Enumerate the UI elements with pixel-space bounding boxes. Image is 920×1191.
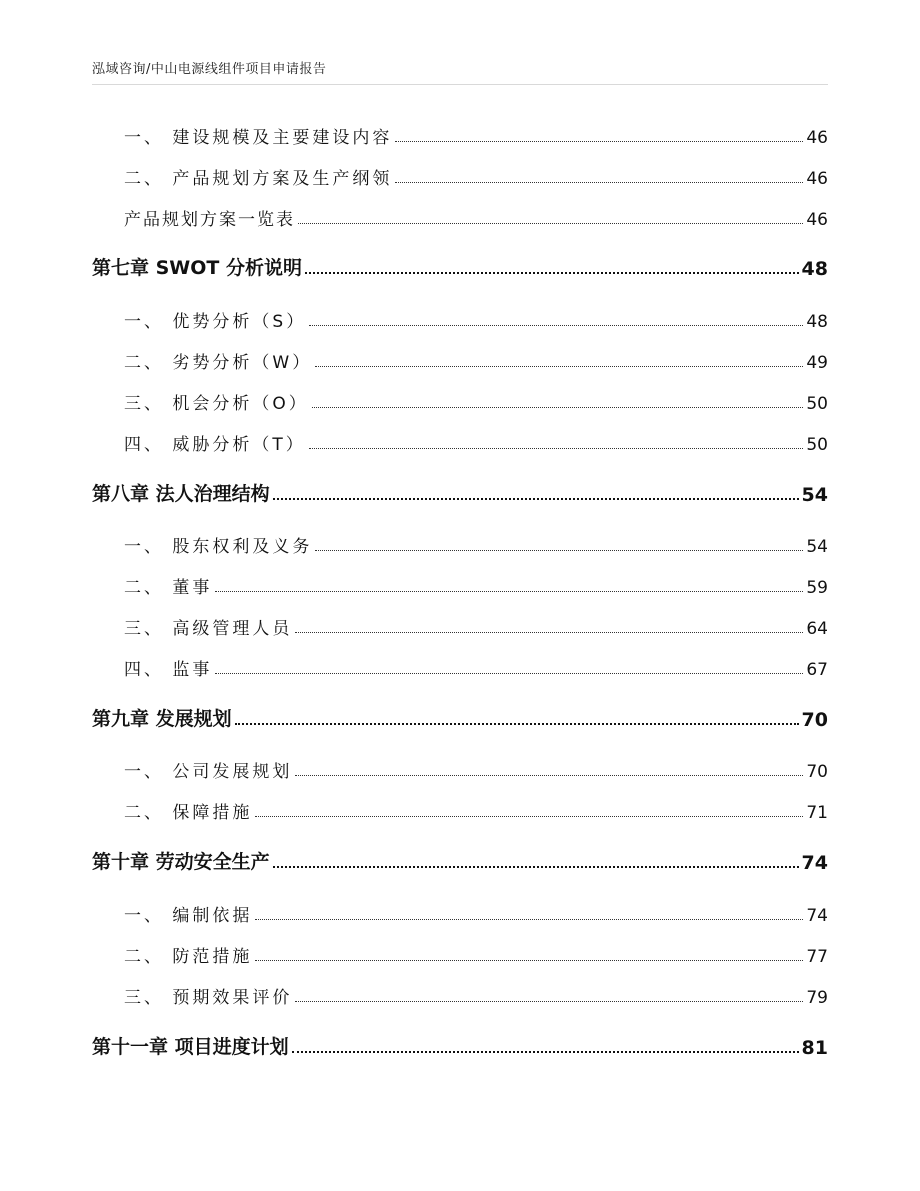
toc-entry[interactable] bbox=[124, 122, 828, 148]
toc-entry-label: 三、 机会分析（O） bbox=[124, 394, 309, 414]
toc-entry-label: 一、 编制依据 bbox=[124, 906, 253, 926]
toc-entry-label: 三、 预期效果评价 bbox=[124, 988, 293, 1008]
toc-entry-page: 48 bbox=[806, 312, 828, 332]
toc-entry-page: 49 bbox=[806, 353, 828, 373]
toc-dot-leader bbox=[235, 723, 799, 725]
toc-entry-page: 59 bbox=[806, 578, 828, 598]
page-header: 泓域咨询/中山电源线组件项目申请报告 bbox=[92, 62, 327, 77]
toc-chapter-entry[interactable] bbox=[92, 1033, 828, 1059]
toc-chapter-label: 第十一章 项目进度计划 bbox=[92, 1036, 289, 1058]
toc-entry[interactable] bbox=[124, 654, 828, 680]
toc-dot-leader bbox=[292, 1051, 799, 1053]
toc-entry[interactable] bbox=[124, 572, 828, 598]
toc-chapter-entry[interactable] bbox=[92, 254, 828, 280]
toc-entry-page: 70 bbox=[806, 762, 828, 782]
toc-dot-leader bbox=[215, 673, 803, 674]
toc-entry-label: 一、 股东权利及义务 bbox=[124, 537, 313, 557]
toc-entry-label: 二、 保障措施 bbox=[124, 803, 253, 823]
toc-entry-page: 67 bbox=[806, 660, 828, 680]
toc-entry[interactable] bbox=[124, 613, 828, 639]
toc-dot-leader bbox=[273, 866, 799, 868]
toc-entry[interactable] bbox=[124, 429, 828, 455]
toc-entry[interactable] bbox=[124, 982, 828, 1008]
toc-dot-leader bbox=[295, 632, 803, 633]
toc-entry[interactable] bbox=[124, 900, 828, 926]
toc-dot-leader bbox=[255, 816, 803, 817]
toc-chapter-label: 第七章 SWOT 分析说明 bbox=[92, 257, 302, 279]
toc-dot-leader bbox=[309, 325, 803, 326]
toc-entry-page: 64 bbox=[806, 619, 828, 639]
toc-entry[interactable] bbox=[124, 388, 828, 414]
toc-dot-leader bbox=[273, 498, 799, 500]
toc-entry-page: 54 bbox=[806, 537, 828, 557]
toc-entry-label: 一、 建设规模及主要建设内容 bbox=[124, 128, 393, 148]
toc-dot-leader bbox=[315, 366, 803, 367]
toc-chapter-page: 74 bbox=[801, 852, 828, 874]
toc-entry-label: 二、 防范措施 bbox=[124, 947, 253, 967]
toc-dot-leader bbox=[395, 182, 803, 183]
toc-entry[interactable] bbox=[124, 163, 828, 189]
toc-entry-label: 一、 优势分析（S） bbox=[124, 312, 307, 332]
toc-chapter-page: 48 bbox=[801, 258, 828, 280]
toc-dot-leader bbox=[295, 1001, 803, 1002]
toc-dot-leader bbox=[305, 272, 799, 274]
toc-entry-page: 50 bbox=[806, 435, 828, 455]
toc-entry-page: 77 bbox=[806, 947, 828, 967]
toc-dot-leader bbox=[255, 919, 803, 920]
toc-dot-leader bbox=[255, 960, 803, 961]
toc-entry[interactable] bbox=[124, 941, 828, 967]
toc-chapter-page: 81 bbox=[801, 1037, 828, 1059]
header-divider bbox=[92, 84, 828, 85]
toc-dot-leader bbox=[298, 223, 803, 224]
toc-entry[interactable] bbox=[124, 531, 828, 557]
toc-entry[interactable] bbox=[124, 797, 828, 823]
toc-chapter-label: 第九章 发展规划 bbox=[92, 708, 232, 730]
toc-dot-leader bbox=[309, 448, 804, 449]
toc-entry-page: 46 bbox=[806, 169, 828, 189]
toc-entry-label: 一、 公司发展规划 bbox=[124, 762, 293, 782]
toc-chapter-label: 第八章 法人治理结构 bbox=[92, 483, 270, 505]
toc-dot-leader bbox=[395, 141, 803, 142]
toc-chapter-page: 54 bbox=[801, 484, 828, 506]
toc-dot-leader bbox=[295, 775, 803, 776]
toc-entry[interactable] bbox=[124, 756, 828, 782]
toc-entry-page: 74 bbox=[806, 906, 828, 926]
toc-chapter-entry[interactable] bbox=[92, 848, 828, 874]
toc-chapter-entry[interactable] bbox=[92, 480, 828, 506]
toc-entry-page: 71 bbox=[806, 803, 828, 823]
toc-entry-page: 79 bbox=[806, 988, 828, 1008]
toc-entry-label: 四、 监事 bbox=[124, 660, 213, 680]
toc-entry-label: 二、 董事 bbox=[124, 578, 213, 598]
toc-dot-leader bbox=[312, 407, 804, 408]
toc-dot-leader bbox=[215, 591, 803, 592]
toc-entry-page: 46 bbox=[806, 128, 828, 148]
toc-entry[interactable] bbox=[124, 306, 828, 332]
toc-entry[interactable] bbox=[124, 204, 828, 230]
toc-entry-label: 三、 高级管理人员 bbox=[124, 619, 293, 639]
toc-dot-leader bbox=[315, 550, 803, 551]
toc-entry-label: 二、 劣势分析（W） bbox=[124, 353, 313, 373]
toc-entry-label: 四、 威胁分析（T） bbox=[124, 435, 306, 455]
toc-entry-page: 50 bbox=[806, 394, 828, 414]
toc-entry[interactable] bbox=[124, 347, 828, 373]
toc-chapter-label: 第十章 劳动安全生产 bbox=[92, 851, 270, 873]
toc-chapter-entry[interactable] bbox=[92, 705, 828, 731]
toc-entry-label: 产品规划方案一览表 bbox=[124, 210, 295, 230]
toc-entry-page: 46 bbox=[806, 210, 828, 230]
toc-chapter-page: 70 bbox=[801, 709, 828, 731]
toc-entry-label: 二、 产品规划方案及生产纲领 bbox=[124, 169, 393, 189]
